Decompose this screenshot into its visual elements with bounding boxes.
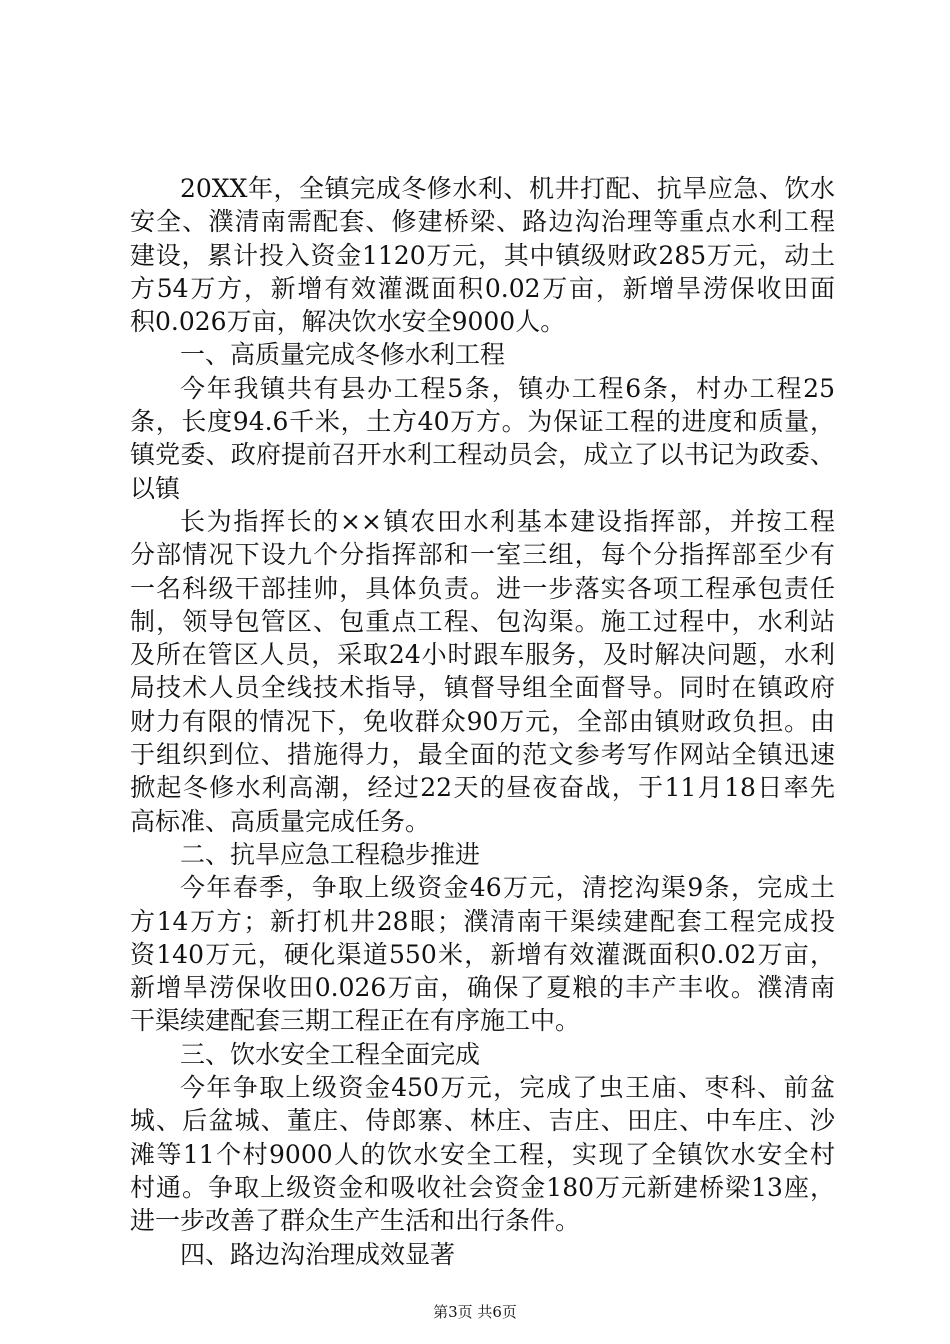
text-line: 分部情况下设九个分指挥部和一室三组，每个分指挥部至少有: [130, 540, 835, 570]
text-line: 积0.026万亩，解决饮水安全9000人。: [130, 307, 566, 337]
text-line: 方54万方，新增有效灌溉面积0.02万亩，新增旱涝保收田面: [130, 273, 835, 303]
text-line: 滩等11个村9000人的饮水安全工程，实现了全镇饮水安全村: [130, 1139, 835, 1169]
text-line: 20XX年，全镇完成冬修水利、机井打配、抗旱应急、饮水: [180, 174, 835, 203]
text-line: 二、抗旱应急工程稳步推进: [180, 839, 481, 869]
text-line: 三、饮水安全工程全面完成: [180, 1039, 481, 1069]
text-line: 安全、濮清南需配套、修建桥梁、路边沟治理等重点水利工程: [130, 207, 835, 237]
text-line: 长为指挥长的××镇农田水利基本建设指挥部，并按工程: [180, 506, 835, 536]
text-line: 财力有限的情况下，免收群众90万元，全部由镇财政负担。由: [130, 706, 835, 736]
text-line: 局技术人员全线技术指导，镇督导组全面督导。同时在镇政府: [130, 673, 835, 703]
text-line: 今年春季，争取上级资金46万元，清挖沟渠9条，完成土: [180, 873, 835, 903]
text-line: 今年争取上级资金450万元，完成了虫王庙、枣科、前盆: [180, 1073, 835, 1103]
text-line: 条，长度94.6千米，土方40万方。为保证工程的进度和质量，: [130, 407, 835, 437]
text-line: 进一步改善了群众生产生活和出行条件。: [130, 1206, 581, 1236]
text-line: 今年我镇共有县办工程5条，镇办工程6条，村办工程25: [180, 373, 835, 403]
text-line: 及所在管区人员，采取24小时跟车服务，及时解决问题，水利: [130, 640, 835, 670]
text-line: 方14万方；新打机井28眼；濮清南干渠续建配套工程完成投: [130, 906, 835, 936]
page-footer: 第3页 共6页: [433, 1303, 517, 1321]
text-line: 一名科级干部挂帅，具体负责。进一步落实各项工程承包责任: [130, 573, 835, 603]
document-body: [130, 172, 835, 1271]
text-line: 于组织到位、措施得力，最全面的范文参考写作网站全镇迅速: [130, 740, 835, 770]
text-line: 镇党委、政府提前召开水利工程动员会，成立了以书记为政委、: [130, 440, 835, 470]
text-line: 以镇: [130, 473, 181, 503]
text-line: 新增旱涝保收田0.026万亩，确保了夏粮的丰产丰收。濮清南: [130, 973, 835, 1003]
text-line: 四、路边沟治理成效显著: [180, 1239, 456, 1269]
text-line: 高标准、高质量完成任务。: [130, 806, 431, 836]
text-line: 建设，累计投入资金1120万元，其中镇级财政285万元，动土: [130, 240, 835, 270]
text-line: 干渠续建配套三期工程正在有序施工中。: [130, 1006, 581, 1036]
text-line: 城、后盆城、董庄、侍郎寨、林庄、吉庄、田庄、中车庄、沙: [130, 1106, 835, 1136]
text-line: 村通。争取上级资金和吸收社会资金180万元新建桥梁13座，: [130, 1172, 835, 1202]
text-line: 制，领导包管区、包重点工程、包沟渠。施工过程中，水利站: [130, 606, 835, 636]
text-line: 资140万元，硬化渠道550米，新增有效灌溉面积0.02万亩，: [130, 939, 835, 969]
text-line: 掀起冬修水利高潮，经过22天的昼夜奋战，于11月18日率先: [130, 773, 835, 803]
text-line: 一、高质量完成冬修水利工程: [180, 340, 506, 370]
